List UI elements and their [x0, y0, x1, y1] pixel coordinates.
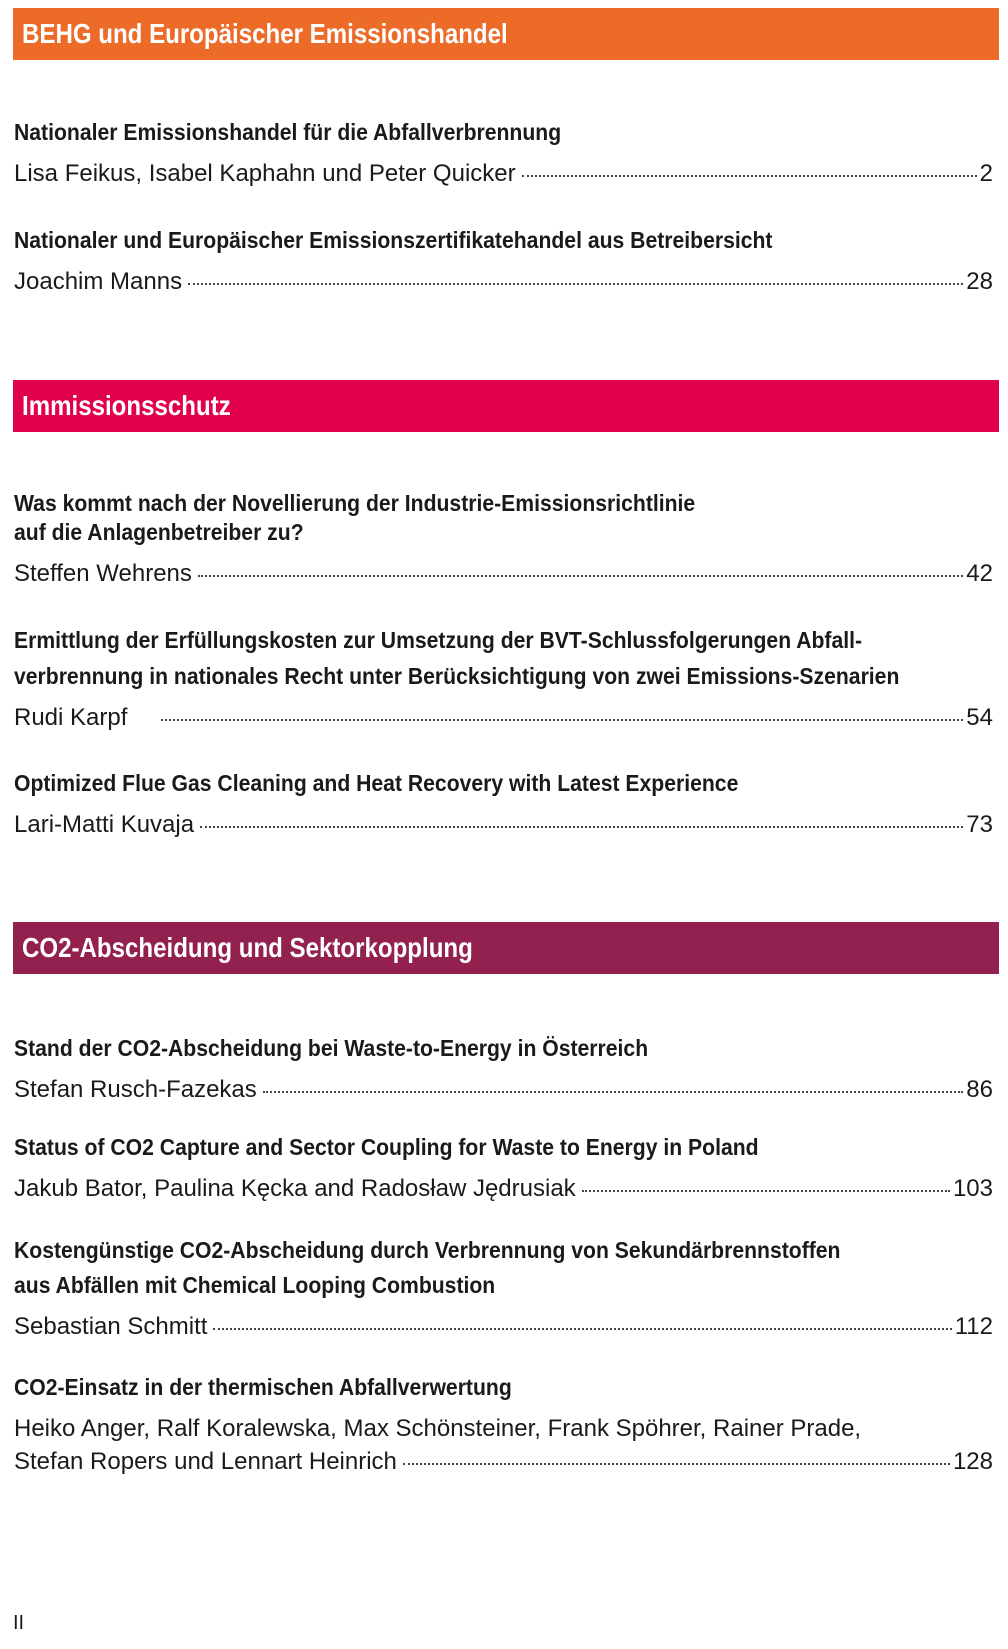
entry-authors: Steffen Wehrens: [14, 560, 192, 587]
entry-title: Kostengünstige CO2-Abscheidung durch Verbrennung von Sekundärbrennstoffen: [14, 1237, 841, 1263]
dot-leader: [188, 282, 963, 285]
entry-page-number: 73: [966, 811, 993, 838]
entry-title-continued: aus Abfällen mit Chemical Looping Combustion: [14, 1272, 496, 1298]
dot-leader: [582, 1189, 950, 1192]
entry-page-number: 42: [966, 560, 993, 587]
entry-author-line: [14, 1173, 993, 1205]
dot-leader: [200, 825, 963, 828]
entry-authors-first-line: Heiko Anger, Ralf Koralewska, Max Schönsteiner, Frank Spöhrer, Rainer Prade,: [14, 1415, 862, 1442]
entry-title: Was kommt nach der Novellierung der Industrie-Emissionsrichtlinie: [14, 490, 696, 516]
entry-author-line: [14, 158, 993, 190]
entry-author-line: [14, 1446, 993, 1478]
entry-page-number: 128: [952, 1448, 993, 1475]
dot-leader: [403, 1462, 950, 1465]
entry-authors: Stefan Rusch-Fazekas: [14, 1076, 257, 1103]
dot-leader: [522, 174, 977, 177]
section-header-behg: [13, 8, 999, 60]
page-folio: II: [13, 1612, 25, 1634]
entry-title: Status of CO2 Capture and Sector Coupling for Waste to Energy in Poland: [14, 1134, 759, 1160]
section-title: BEHG und Europäischer Emissionshandel: [22, 18, 508, 49]
section-header-immissionsschutz: [13, 380, 999, 432]
entry-page-number: 2: [979, 160, 993, 187]
entry-author-line: [14, 1311, 993, 1343]
entry-title: Optimized Flue Gas Cleaning and Heat Recovery with Latest Experience: [14, 770, 739, 796]
entry-authors: Rudi Karpf: [14, 704, 128, 731]
entry-title: Nationaler Emissionshandel für die Abfallverbrennung: [14, 119, 562, 145]
entry-title: Stand der CO2-Abscheidung bei Waste-to-Energy in Österreich: [14, 1035, 649, 1061]
section-title: Immissionsschutz: [22, 390, 231, 421]
dot-leader: [263, 1090, 964, 1093]
section-header-co2: [13, 922, 999, 974]
entry-author-line: [14, 1074, 993, 1106]
dot-leader: [198, 574, 963, 577]
entry-authors: Stefan Ropers und Lennart Heinrich: [14, 1448, 397, 1475]
entry-page-number: 54: [966, 704, 993, 731]
entry-title-continued: verbrennung in nationales Recht unter Berücksichtigung von zwei Emissions-Szenarien: [14, 663, 900, 689]
entry-authors: Sebastian Schmitt: [14, 1313, 208, 1340]
entry-authors: Joachim Manns: [14, 268, 183, 295]
entry-authors: Jakub Bator, Paulina Kęcka and Radosław Jędrusiak: [14, 1175, 576, 1202]
dot-leader: [161, 718, 963, 721]
entry-page-number: 28: [966, 268, 993, 295]
entry-title-continued: auf die Anlagenbetreiber zu?: [14, 519, 304, 545]
entry-author-line: [14, 558, 993, 590]
entry-authors: Lisa Feikus, Isabel Kaphahn und Peter Quicker: [14, 160, 516, 187]
entry-author-line: [14, 702, 993, 734]
entry-title: Ermittlung der Erfüllungskosten zur Umsetzung der BVT-Schlussfolgerungen Abfall-: [14, 627, 863, 653]
dot-leader: [213, 1327, 951, 1330]
section-title: CO2-Abscheidung und Sektorkopplung: [22, 932, 473, 963]
entry-title: Nationaler und Europäischer Emissionszertifikatehandel aus Betreibersicht: [14, 227, 773, 253]
entry-authors: Lari-Matti Kuvaja: [14, 811, 195, 838]
entry-title: CO2-Einsatz in der thermischen Abfallverwertung: [14, 1374, 512, 1400]
entry-author-line: [14, 809, 993, 841]
entry-page-number: 103: [952, 1175, 993, 1202]
entry-page-number: 86: [966, 1076, 993, 1103]
entry-author-line: [14, 266, 993, 298]
entry-page-number: 112: [954, 1313, 993, 1340]
